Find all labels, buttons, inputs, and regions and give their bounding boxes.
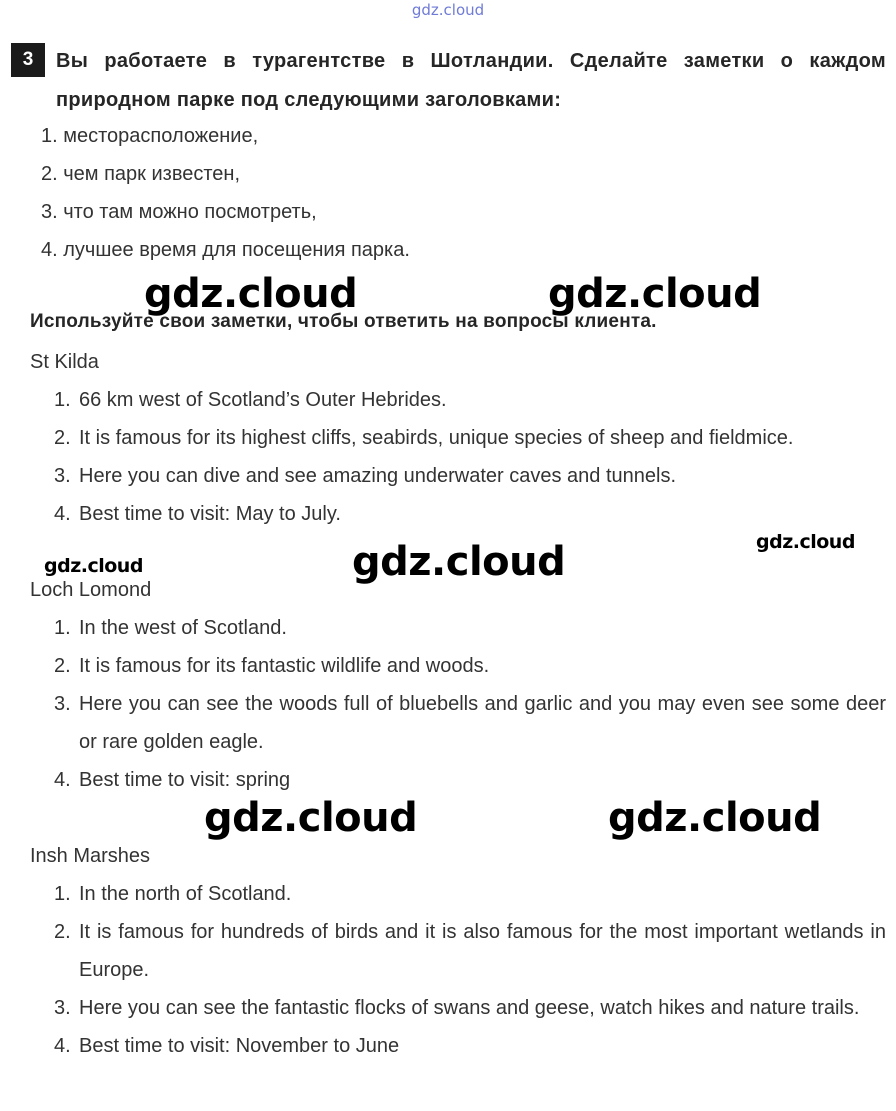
note-item — [54, 647, 886, 685]
note-item — [54, 761, 886, 799]
watermark: gdz.cloud — [144, 271, 358, 317]
note-text: Here you can see the fantastic flocks of swans and geese, watch hikes and nature trails. — [79, 997, 860, 1019]
park-name-loch-lomond: Loch Lomond — [30, 579, 152, 601]
note-text: Here you can dive and see amazing underwater caves and tunnels. — [79, 465, 677, 487]
heading-text: месторасположение, — [63, 125, 259, 147]
note-number: 3. — [54, 693, 71, 715]
note-number: 1. — [54, 883, 71, 905]
heading-text: что там можно посмотреть, — [63, 201, 317, 223]
note-text: In the north of Scotland. — [79, 883, 292, 905]
watermark: gdz.cloud — [548, 271, 762, 317]
note-item — [54, 875, 886, 913]
heading-item — [41, 231, 841, 269]
note-item — [54, 1027, 886, 1065]
watermark: gdz.cloud — [204, 795, 418, 841]
note-text: Best time to visit: spring — [79, 769, 291, 791]
note-text: Best time to visit: November to June — [79, 1035, 400, 1057]
note-text: It is famous for its fantastic wildlife and woods. — [79, 655, 490, 677]
note-item — [54, 381, 886, 419]
note-number: 2. — [54, 427, 71, 449]
note-number: 2. — [54, 655, 71, 677]
note-text: Best time to visit: May to July. — [79, 503, 341, 525]
exercise-task: Вы работаете в турагентстве в Шотландии. Сделайте заметки о каждом природном парке под следующими заголовками: — [56, 50, 886, 111]
note-item — [54, 419, 886, 457]
heading-item — [41, 117, 841, 155]
note-item — [54, 913, 886, 989]
heading-number: 3. — [41, 201, 58, 223]
note-item — [54, 457, 886, 495]
note-text: It is famous for hundreds of birds and it is also famous for the most important wetlands in Europe. — [79, 921, 886, 981]
note-number: 4. — [54, 503, 71, 525]
note-number: 3. — [54, 997, 71, 1019]
heading-number: 1. — [41, 125, 58, 147]
heading-number: 4. — [41, 239, 58, 261]
note-item — [54, 495, 886, 533]
watermark: gdz.cloud — [756, 531, 855, 553]
heading-list — [41, 117, 841, 269]
note-number: 2. — [54, 921, 71, 943]
park-notes-loch-lomond — [54, 609, 886, 799]
note-number: 4. — [54, 769, 71, 791]
note-number: 3. — [54, 465, 71, 487]
note-text: In the west of Scotland. — [79, 617, 287, 639]
heading-item — [41, 193, 841, 231]
heading-item — [41, 155, 841, 193]
park-name-insh-marshes: Insh Marshes — [30, 845, 151, 867]
watermark: gdz.cloud — [608, 795, 822, 841]
park-notes-st-kilda — [54, 381, 886, 533]
note-text: 66 km west of Scotland’s Outer Hebrides. — [79, 389, 447, 411]
note-number: 1. — [54, 389, 71, 411]
heading-text: чем парк известен, — [63, 163, 241, 185]
park-name-st-kilda: St Kilda — [30, 351, 99, 373]
note-item — [54, 685, 886, 761]
watermark: gdz.cloud — [44, 555, 143, 577]
note-number: 1. — [54, 617, 71, 639]
note-text: Here you can see the woods full of bluebells and garlic and you may even see some deer or rare golden eagle. — [79, 693, 886, 753]
top-watermark: gdz.cloud — [411, 1, 485, 19]
heading-number: 2. — [41, 163, 58, 185]
note-text: It is famous for its highest cliffs, seabirds, unique species of sheep and fieldmice. — [79, 427, 794, 449]
note-item — [54, 609, 886, 647]
note-item — [54, 989, 886, 1027]
instruction-text: Используйте свои заметки, чтобы ответить на вопросы клиента. — [30, 311, 657, 332]
park-notes-insh-marshes — [54, 875, 886, 1065]
heading-text: лучшее время для посещения парка. — [63, 239, 410, 261]
note-number: 4. — [54, 1035, 71, 1057]
exercise-number-badge: 3 — [11, 43, 45, 77]
watermark: gdz.cloud — [352, 539, 566, 585]
